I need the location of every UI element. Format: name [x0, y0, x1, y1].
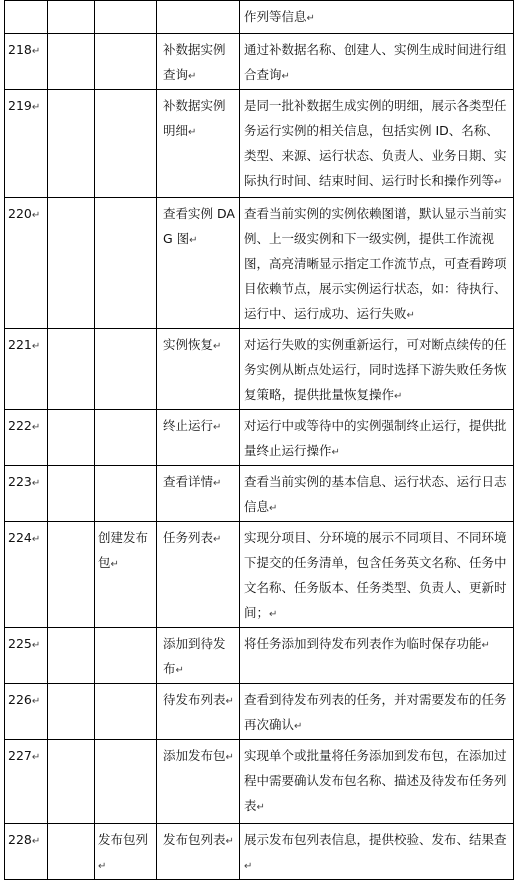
paragraph-mark-icon: ↵ — [406, 310, 415, 321]
paragraph-mark-icon: ↵ — [331, 447, 340, 458]
feature-cell-text: 查看实例 DAG 图 — [163, 206, 235, 246]
paragraph-mark-icon: ↵ — [294, 721, 303, 732]
submodule-cell — [95, 740, 157, 824]
row-id-text: 218 — [8, 42, 32, 57]
row-id-text: 228 — [8, 832, 32, 847]
feature-cell-text: 发布包列表 — [163, 832, 226, 847]
description-cell-text: 作列等信息 — [244, 9, 307, 24]
feature-cell-text: 任务列表 — [163, 530, 214, 545]
feature-cell — [157, 90, 240, 198]
paragraph-mark-icon: ↵ — [31, 836, 41, 847]
row-id-text: 225 — [8, 636, 32, 651]
paragraph-mark-icon: ↵ — [225, 696, 234, 707]
paragraph-mark-icon: ↵ — [175, 665, 184, 676]
feature-cell — [157, 410, 240, 466]
table-row — [5, 522, 514, 628]
submodule-cell — [95, 628, 157, 684]
description-cell — [240, 522, 514, 628]
feature-cell-text: 查看详情 — [163, 474, 214, 489]
description-cell — [240, 628, 514, 684]
submodule-cell — [95, 522, 157, 628]
submodule-cell — [95, 329, 157, 410]
feature-cell — [157, 684, 240, 740]
row-id — [5, 329, 48, 410]
feature-cell-text: 添加发布包 — [163, 748, 226, 763]
row-id — [5, 684, 48, 740]
description-cell-text: 实现单个或批量将任务添加到发布包，在添加过程中需要确认发布包名称、描述及待发布任务列表 — [244, 748, 507, 813]
description-cell — [240, 410, 514, 466]
paragraph-mark-icon: ↵ — [481, 640, 490, 651]
table-row — [5, 1, 514, 34]
table-row — [5, 329, 514, 410]
table-row — [5, 198, 514, 329]
description-cell-text: 展示发布包列表信息，提供校验、发布、结果查 — [244, 832, 507, 847]
submodule-cell-text: 创建发布包 — [98, 530, 149, 570]
paragraph-mark-icon: ↵ — [225, 752, 234, 763]
row-id — [5, 34, 48, 90]
description-cell — [240, 329, 514, 410]
paragraph-mark-icon: ↵ — [31, 341, 41, 352]
paragraph-mark-icon: ↵ — [281, 71, 290, 82]
paragraph-mark-icon: ↵ — [31, 696, 41, 707]
row-id — [5, 410, 48, 466]
paragraph-mark-icon: ↵ — [98, 861, 107, 872]
description-cell-text: 对运行失败的实例重新运行，可对断点续传的任务实例从断点处运行，同时选择下游失败任务恢复策略，提供批量恢复操作 — [244, 337, 507, 402]
submodule-cell — [95, 1, 157, 34]
submodule-cell — [95, 824, 157, 880]
table-row — [5, 34, 514, 90]
submodule-cell-text: 发布包列 — [98, 832, 149, 847]
feature-cell — [157, 740, 240, 824]
feature-cell — [157, 466, 240, 522]
description-cell — [240, 466, 514, 522]
module-cell — [48, 466, 95, 522]
submodule-cell — [95, 410, 157, 466]
submodule-cell — [95, 34, 157, 90]
feature-cell — [157, 824, 240, 880]
row-id-text: 222 — [8, 418, 32, 433]
feature-cell — [157, 34, 240, 90]
feature-cell-text: 实例恢复 — [163, 337, 214, 352]
description-cell — [240, 198, 514, 329]
module-cell — [48, 824, 95, 880]
paragraph-mark-icon: ↵ — [31, 640, 41, 651]
module-cell — [48, 628, 95, 684]
table-row — [5, 824, 514, 880]
table-row — [5, 410, 514, 466]
row-id-text: 223 — [8, 474, 32, 489]
submodule-cell — [95, 684, 157, 740]
description-cell-text: 对运行中或等待中的实例强制终止运行，提供批量终止运行操作 — [244, 418, 507, 458]
paragraph-mark-icon: ↵ — [31, 752, 41, 763]
module-cell — [48, 198, 95, 329]
feature-cell-text: 终止运行 — [163, 418, 214, 433]
module-cell — [48, 90, 95, 198]
module-cell — [48, 740, 95, 824]
submodule-cell — [95, 466, 157, 522]
submodule-cell — [95, 90, 157, 198]
module-cell — [48, 522, 95, 628]
row-id — [5, 198, 48, 329]
paragraph-mark-icon: ↵ — [188, 127, 197, 138]
row-id — [5, 1, 48, 34]
paragraph-mark-icon: ↵ — [188, 71, 197, 82]
paragraph-mark-icon: ↵ — [306, 13, 315, 24]
row-id — [5, 824, 48, 880]
feature-cell-text: 补数据实例查询 — [163, 42, 226, 82]
module-cell — [48, 1, 95, 34]
feature-cell — [157, 198, 240, 329]
paragraph-mark-icon: ↵ — [394, 391, 403, 402]
description-cell — [240, 34, 514, 90]
row-id-text: 226 — [8, 692, 32, 707]
table-row — [5, 628, 514, 684]
paragraph-mark-icon: ↵ — [225, 836, 234, 847]
paragraph-mark-icon: ↵ — [31, 102, 41, 113]
paragraph-mark-icon: ↵ — [213, 422, 222, 433]
feature-cell — [157, 522, 240, 628]
paragraph-mark-icon: ↵ — [256, 802, 265, 813]
row-id — [5, 740, 48, 824]
feature-cell — [157, 1, 240, 34]
paragraph-mark-icon: ↵ — [213, 534, 222, 545]
row-id-text: 219 — [8, 98, 32, 113]
module-cell — [48, 684, 95, 740]
paragraph-mark-icon: ↵ — [110, 559, 119, 570]
feature-cell-text: 添加到待发布 — [163, 636, 226, 676]
paragraph-mark-icon: ↵ — [31, 46, 41, 57]
paragraph-mark-icon: ↵ — [31, 478, 41, 489]
description-cell — [240, 684, 514, 740]
paragraph-mark-icon: ↵ — [269, 609, 278, 620]
description-cell-text: 通过补数据名称、创建人、实例生成时间进行组合查询 — [244, 42, 507, 82]
row-id — [5, 628, 48, 684]
description-cell — [240, 740, 514, 824]
paragraph-mark-icon: ↵ — [213, 478, 222, 489]
row-id-text: 221 — [8, 337, 32, 352]
feature-cell — [157, 329, 240, 410]
row-id — [5, 90, 48, 198]
description-cell-text: 查看到待发布列表的任务，并对需要发布的任务再次确认 — [244, 692, 507, 732]
description-cell-text: 查看当前实例的实例依赖图谱，默认显示当前实例、上一级实例和下一级实例，提供工作流视图，高亮清晰显示指定工作流节点，可查看跨项目依赖节点，展示实例运行状态，如：待执行、运行中、运行成功、运行失败 — [244, 206, 507, 321]
module-cell — [48, 329, 95, 410]
paragraph-mark-icon: ↵ — [494, 177, 503, 188]
description-cell — [240, 824, 514, 880]
description-cell-text: 是同一批补数据生成实例的明细，展示各类型任务运行实例的相关信息，包括实例 ID、名称、类型、来源、运行状态、负责人、业务日期、实际执行时间、结束时间、运行时长和操作列等 — [244, 98, 507, 188]
row-id — [5, 466, 48, 522]
table-row — [5, 466, 514, 522]
paragraph-mark-icon: ↵ — [189, 235, 198, 246]
description-cell-text: 将任务添加到待发布列表作为临时保存功能 — [244, 636, 482, 651]
module-cell — [48, 410, 95, 466]
description-cell — [240, 1, 514, 34]
row-id-text: 227 — [8, 748, 32, 763]
description-cell-text: 实现分项目、分环境的展示不同项目、不同环境下提交的任务清单，包含任务英文名称、任务中文名称、任务版本、任务类型、负责人、更新时间； — [244, 530, 507, 620]
feature-table — [4, 0, 514, 880]
paragraph-mark-icon: ↵ — [269, 503, 278, 514]
paragraph-mark-icon: ↵ — [31, 534, 41, 545]
description-cell-text: 查看当前实例的基本信息、运行状态、运行日志信息 — [244, 474, 507, 514]
feature-cell — [157, 628, 240, 684]
paragraph-mark-icon: ↵ — [31, 422, 41, 433]
paragraph-mark-icon: ↵ — [213, 341, 222, 352]
table-row — [5, 740, 514, 824]
paragraph-mark-icon: ↵ — [244, 861, 253, 872]
row-id-text: 224 — [8, 530, 32, 545]
row-id-text: 220 — [8, 206, 32, 221]
row-id — [5, 522, 48, 628]
table-row — [5, 684, 514, 740]
submodule-cell — [95, 198, 157, 329]
module-cell — [48, 34, 95, 90]
paragraph-mark-icon: ↵ — [31, 210, 41, 221]
feature-cell-text: 待发布列表 — [163, 692, 226, 707]
table-row — [5, 90, 514, 198]
feature-cell-text: 补数据实例明细 — [163, 98, 226, 138]
description-cell — [240, 90, 514, 198]
